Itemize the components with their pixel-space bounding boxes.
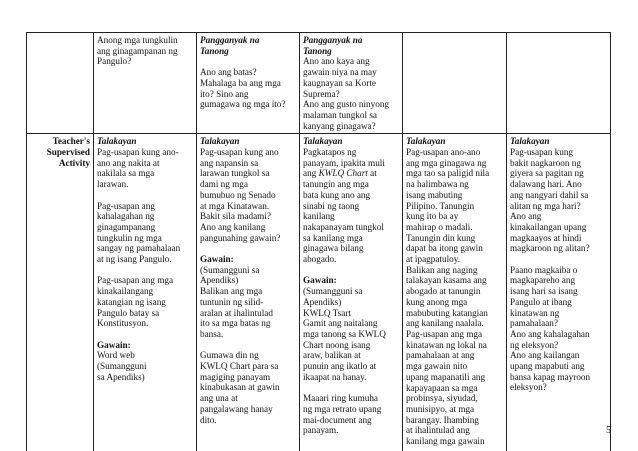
cell-text-line: Talakayan (200, 136, 240, 147)
cell-text-line: bumubuo ng Senado (200, 189, 276, 200)
cell-text-line: kung anong mga (406, 296, 468, 307)
cell-text-line: gawain niya na may (303, 67, 377, 78)
row-label-line: Supervised (46, 147, 90, 158)
cell-text-line: Mahalaga ba ang mga (200, 77, 281, 88)
cell-text-line: Bakit sila madami? (200, 211, 271, 222)
cell-text-line: kanyang ginagawa? (303, 120, 376, 131)
cell-text-line: Gamit ang naitalang (303, 318, 378, 329)
cell-text-line: kinakailangan upang (510, 221, 587, 232)
cell-text-line: mabubuting katangian (406, 307, 488, 318)
cell-text-line: Talakayan (510, 136, 550, 147)
cell-text-line: Ano ang kahalagahan (510, 328, 590, 339)
cell-text-line: bansa. (200, 328, 224, 339)
cell-text-line: nakapanayam tungkol (303, 221, 384, 232)
cell-text-line: ito sa mga batas ng (200, 318, 271, 329)
cell-text-line: Gawain: (97, 339, 131, 350)
cell-text-line: Gawain: (200, 254, 234, 265)
cell-text-line (200, 56, 296, 67)
cell-text-line: isang hari sa isang (510, 286, 578, 297)
row-label-line: Teacher's (52, 136, 90, 147)
cell-text-line: kapayapaan sa mga (406, 382, 478, 393)
cell-text-line: Pangganyak na (200, 35, 260, 45)
cell-text-line: alitan ng mga hari? (510, 200, 581, 211)
cell-text-line: isang mabuting (406, 189, 463, 200)
cell-text-line: kaugnayan sa Korte (303, 77, 376, 88)
cell-text-line: Ano ang kailangan (510, 350, 580, 361)
cell-text-line: magkaayos at hindi (510, 232, 582, 243)
table-cell (300, 33, 403, 134)
cell-text-line: mai-document ang (303, 414, 372, 425)
row-label-line: Activity (58, 157, 90, 168)
cell-text-line: Pag-usapan ang mga (406, 328, 483, 339)
cell-text-line: punuin ang ikatlo at (303, 361, 377, 372)
cell-text-line: kinatawan ng lokal na (406, 339, 487, 350)
cell-text-line: tanungin ang mga (303, 179, 369, 190)
cell-text-line: Tanong (200, 45, 229, 56)
cell-text-line: upang mapabuti ang (510, 361, 585, 372)
cell-text-line: at ng isang Pangulo. (97, 254, 172, 265)
cell-text-line: ang mga ginagawa ng (406, 157, 487, 168)
cell-text-line: ang ginagampanan ng (97, 45, 178, 56)
cell-text-line: sa kanilang mga (303, 232, 363, 243)
cell-text-line: ang KWLQ Chart at (303, 168, 377, 179)
cell-text-line: abogado at tanungin (406, 286, 481, 297)
cell-text-line: Ano ang kanilang (200, 221, 266, 232)
cell-text-line: Chart noong isang (303, 339, 371, 350)
table-cell (507, 33, 611, 134)
cell-text-line (200, 243, 296, 254)
table-cell (197, 33, 300, 134)
cell-text-line: Pangulo? (97, 56, 132, 67)
cell-text-line: Talakayan (406, 136, 446, 147)
table-row (27, 33, 611, 134)
cell-text-line: Apendiks) (200, 275, 239, 286)
cell-text-line: (Sumangguni sa (303, 286, 363, 297)
cell-text-line: kanilang (303, 211, 335, 222)
cell-text-line: mga tanong sa KWLQ (303, 328, 386, 339)
cell-text-line: ang nangyari dahil sa (510, 189, 589, 200)
cell-text-line: panayam. (303, 425, 339, 436)
page-number: 5 (606, 425, 611, 436)
cell-text-line: kinabukasan at gawin (200, 382, 280, 393)
cell-text-line (97, 190, 193, 201)
cell-text-line: ng eleksyon? (510, 339, 559, 350)
cell-text-line: Anong mga tungkulin (97, 35, 178, 45)
cell-text-line: mga gawain nito (406, 361, 468, 372)
cell-text-line: ginagampanang (97, 221, 156, 232)
cell-text-line: dito. (200, 414, 217, 425)
cell-text-line: ang napansin sa (200, 157, 259, 168)
cell-text-line: Gumawa din ng (200, 350, 259, 361)
cell-text-line: Ano ang batas? (200, 67, 257, 78)
cell-text-line: Konstitusyon. (97, 318, 149, 329)
cell-text-line: Suprema? (303, 88, 340, 99)
cell-text-line: magkapareho ang (510, 275, 576, 286)
cell-text-line (97, 265, 193, 276)
cell-text-line (303, 265, 399, 276)
cell-text-line: katangian ng isang (97, 296, 166, 307)
cell-text-line: Pag-usapan kung (510, 147, 574, 158)
cell-text-line: ang una at (200, 393, 238, 404)
cell-text-line: pamahalaan at ang (406, 350, 475, 361)
cell-text-line: kung ito ba ay (406, 211, 459, 222)
cell-text-line: Ano ano kaya ang (303, 56, 370, 67)
cell-text-line: barangay. Ihambing (406, 414, 479, 425)
cell-text-line (200, 340, 296, 351)
cell-text-line: Talakayan (303, 136, 343, 147)
cell-text-line: gumagawa ng mga ito? (200, 99, 286, 110)
cell-text-line: KWLQ Chart para sa (200, 361, 279, 372)
table-cell (300, 134, 403, 451)
cell-text-line (510, 254, 607, 265)
cell-text-line: mahirap o madali. (406, 221, 473, 232)
cell-text-line: ginagawa bilang (303, 243, 364, 254)
cell-text-line: at mga Kinatawan. (200, 200, 270, 211)
cell-text-line: Tanungin din kung (406, 232, 476, 243)
cell-text-line: Pag-usapan ang mga (97, 275, 174, 286)
cell-text-line: Pag-usapan ano-ano (406, 147, 481, 158)
lesson-plan-table (26, 32, 611, 451)
cell-text-line: dalawang hari. Ano (510, 179, 582, 190)
cell-text-line: larawan tungkol sa (200, 168, 270, 179)
cell-text-line: Ano ang (510, 211, 542, 222)
cell-text-line: probinsya, siyudad, (406, 393, 478, 404)
cell-text-line: panayam, ipakita muli (303, 157, 385, 168)
cell-text-line: Apendiks) (303, 296, 342, 307)
cell-text-line: tungkulin ng mga (97, 232, 162, 243)
cell-text-line: kahalagahan ng (97, 211, 155, 222)
cell-text-line: araw, balikan at (303, 350, 361, 361)
cell-text-line: upang mapanatili ang (406, 371, 486, 382)
cell-text-line: aralan at ihalintulad (200, 307, 273, 318)
cell-text-line: giyera sa pagitan ng (510, 168, 584, 179)
cell-text-line (97, 329, 193, 340)
cell-text-line (303, 382, 399, 393)
cell-text-line: abogado. (303, 254, 337, 265)
cell-text-line: pangalawang hanay (200, 403, 273, 414)
cell-text-line: Tanong (303, 45, 332, 56)
table-cell (507, 134, 611, 451)
table-cell (94, 33, 197, 134)
table-cell (197, 134, 300, 451)
cell-text-line: Pag-usapan kung ano- (97, 147, 179, 158)
table-cell (403, 134, 507, 451)
cell-text-line: Pagkatapos ng (303, 147, 357, 158)
table-row (27, 134, 611, 451)
cell-text-line: bakit nagkaroon ng (510, 157, 581, 168)
cell-text-line: dami ng mga (200, 179, 248, 190)
cell-text-line: at ipagpatuloy. (406, 254, 461, 265)
cell-text-line: Gawain: (303, 275, 337, 286)
cell-text-line: sangay ng pamahalaan (97, 243, 181, 254)
row-label-cell (27, 33, 94, 134)
cell-text-line: talakayan kasama ang (406, 275, 487, 286)
cell-text-line: mga tao sa paligid nila (406, 168, 490, 179)
cell-text-line: Ano ang gusto ninyong (303, 99, 390, 110)
cell-text-line: Paano magkaiba o (510, 264, 578, 275)
cell-text-line: Pangulo at ibang (510, 296, 572, 307)
cell-text-line: sinabi ng taong (303, 200, 360, 211)
cell-text-line: dapat ba itong gawin (406, 243, 483, 254)
cell-text-line: at ihalintulad ang (406, 425, 470, 436)
cell-text-line: ito? Sino ang (200, 88, 249, 99)
cell-text-line: Talakayan (97, 136, 137, 147)
cell-text-line: kinakailangang (97, 286, 154, 297)
cell-text-line: (Sumangguni (97, 361, 147, 372)
cell-text-line: magiging panayam (200, 371, 271, 382)
cell-text-line: munisipyo, at mga (406, 403, 475, 414)
cell-text-line: Pangulo batay sa (97, 307, 160, 318)
cell-text-line: ang kanilang naalala. (406, 318, 484, 329)
cell-text-line: Pangganyak na (303, 35, 363, 45)
cell-text-line: pangunahing gawain? (200, 232, 281, 243)
cell-text-line: na halimbawa ng (406, 179, 469, 190)
cell-text-line: Word web (97, 350, 135, 361)
cell-text-line: Balikan ang naging (406, 264, 478, 275)
cell-text-line: tuntunin ng silid- (200, 296, 264, 307)
cell-text-line: ng mga retrato upang (303, 403, 382, 414)
cell-text-line: magkaroon ng alitan? (510, 243, 590, 254)
cell-text-line: kinatawan ng (510, 307, 560, 318)
cell-text-line: Pilipino. Tanungin (406, 200, 475, 211)
table-cell (94, 134, 197, 451)
cell-text-line: Pag-usapan ang (97, 200, 155, 211)
cell-text-line: bansa kapag mayroon (510, 371, 591, 382)
cell-text-line: ano ang nakita at (97, 157, 160, 168)
cell-text-line: sa Apendiks) (97, 371, 145, 382)
cell-text-line: Balikan ang mga (200, 286, 263, 297)
cell-text-line: pamahalaan? (510, 318, 558, 329)
cell-text-line: KWLQ Tsart (303, 307, 351, 318)
cell-text-line: eleksyon? (510, 382, 547, 393)
cell-text-line: (Sumangguni sa (200, 264, 260, 275)
cell-text-line: nakilala sa mga (97, 168, 155, 179)
cell-text-line: Maaari ring kumuha (303, 393, 379, 404)
table-cell (403, 33, 507, 134)
cell-text-line: ikaapat na hanay. (303, 371, 367, 382)
cell-text-line: larawan. (97, 179, 129, 190)
cell-text-line: kanilang mga gawain (406, 436, 485, 447)
cell-text-line: Pag-usapan kung ano (200, 147, 279, 158)
row-label-cell (27, 134, 94, 451)
cell-text-line: bata kung ano ang (303, 189, 371, 200)
cell-text-line: malaman tungkol sa (303, 109, 377, 120)
